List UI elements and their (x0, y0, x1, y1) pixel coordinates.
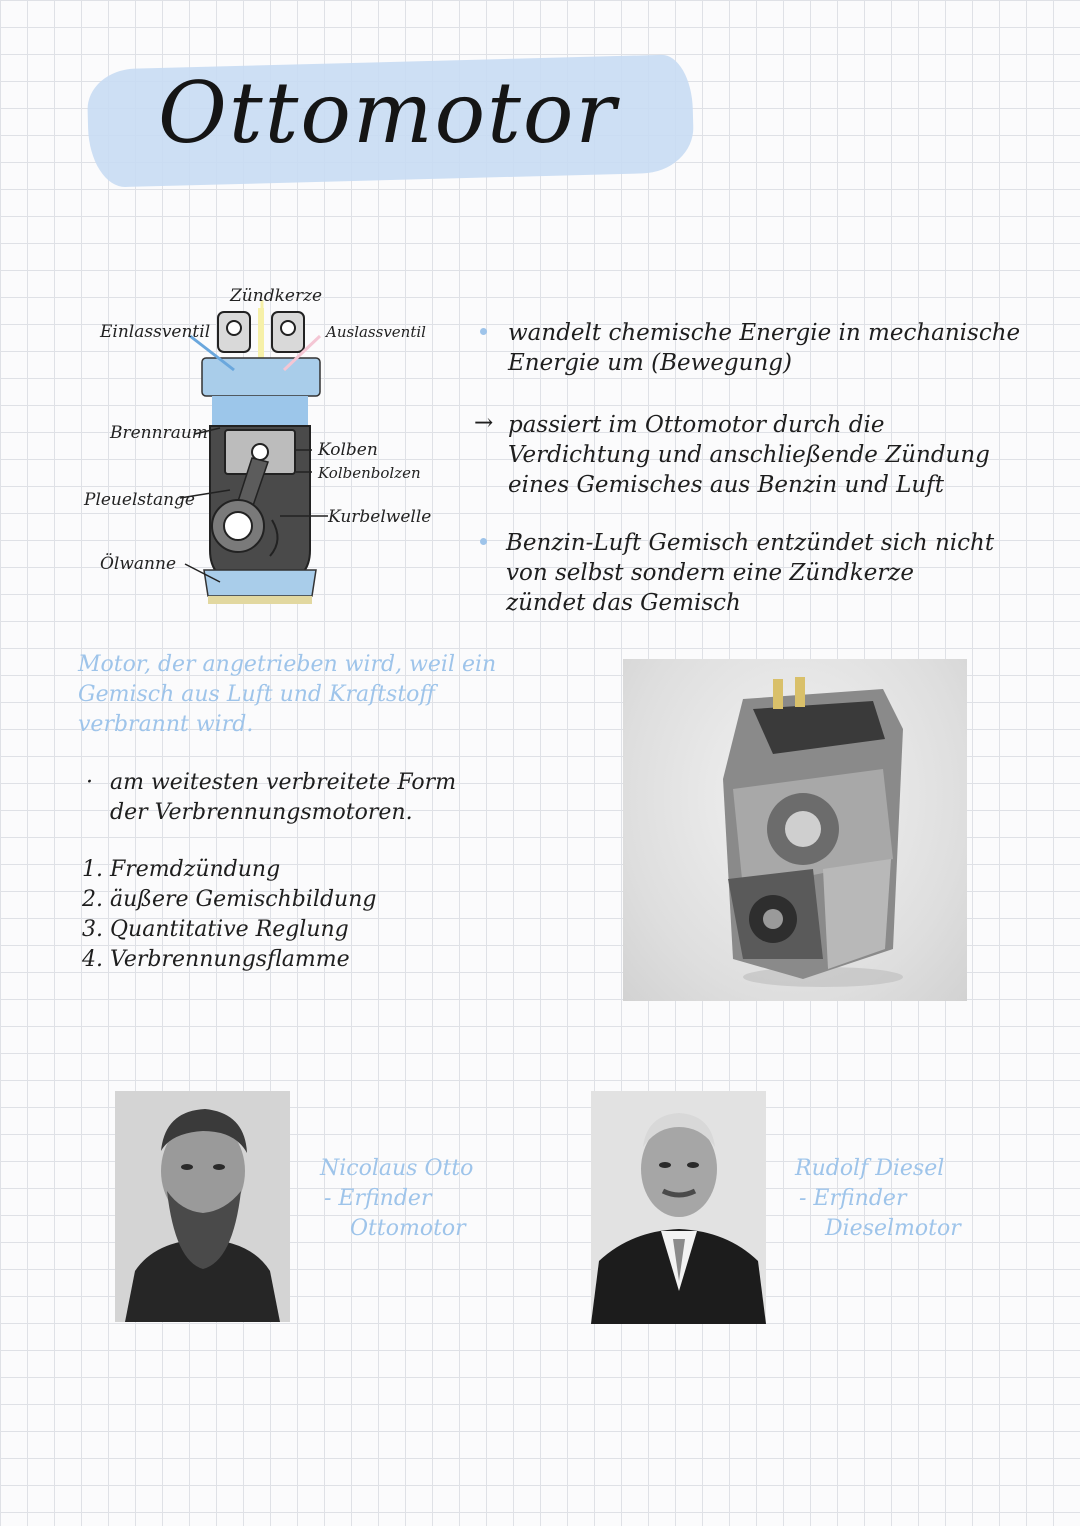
portrait-rudolf-diesel (591, 1091, 766, 1324)
characteristics-list (82, 855, 376, 975)
list-number: 1. (82, 857, 103, 882)
list-text: Fremdzündung (110, 857, 281, 882)
note-spark-ignition: Benzin-Luft Gemisch entzündet sich nicht von selbst sondern eine Zündkerze zündet das Gemisch (506, 530, 995, 616)
list-text: äußere Gemischbildung (110, 887, 377, 912)
list-number: 3. (82, 917, 103, 942)
person-invention: Dieselmotor (825, 1216, 961, 1241)
note-energy-conversion: wandelt chemische Energie in mechanische Energie um (Bewegung) (508, 320, 1021, 376)
person-name: Nicolaus Otto (320, 1156, 474, 1181)
list-item (82, 945, 376, 975)
portrait-illustration (591, 1091, 766, 1324)
fact-marker: · (86, 770, 93, 795)
definition-text: Motor, der angetrieben wird, weil ein Gemisch aus Luft und Kraftstoff verbrannt wird. (78, 652, 497, 737)
caption-diesel (795, 1154, 961, 1244)
label-piston: Kolben (318, 440, 378, 460)
note-compression-ignition: passiert im Ottomotor durch die Verdichtung und anschließende Zündung eines Gemisches aus Benzin und Luft (508, 412, 990, 498)
arrow-icon: → (474, 410, 494, 436)
label-piston-pin: Kolbenbolzen (318, 464, 421, 482)
list-number: 4. (82, 947, 103, 972)
person-role: - Erfinder (324, 1186, 432, 1211)
bullet-point-1 (480, 328, 487, 335)
person-invention: Ottomotor (350, 1216, 466, 1241)
label-combustion-chamber: Brennraum (110, 423, 208, 443)
label-intake-valve: Einlassventil (100, 322, 211, 342)
person-role: - Erfinder (799, 1186, 907, 1211)
list-item (82, 855, 376, 885)
list-text: Verbrennungsflamme (110, 947, 350, 972)
label-oil-pan: Ölwanne (100, 554, 177, 574)
caption-otto (320, 1154, 473, 1244)
label-spark-plug: Zündkerze (230, 286, 323, 306)
label-exhaust-valve: Auslassventil (326, 323, 426, 341)
bullet-point-2 (480, 538, 487, 545)
fact-text: am weitesten verbreitete Form der Verbrennungsmotoren. (110, 770, 457, 825)
engine-illustration (623, 659, 967, 1001)
label-connecting-rod: Pleuelstange (84, 490, 195, 510)
list-item (82, 885, 376, 915)
list-text: Quantitative Reglung (110, 917, 349, 942)
portrait-illustration (115, 1091, 290, 1322)
portrait-nicolaus-otto (115, 1091, 290, 1322)
list-item (82, 915, 376, 945)
list-number: 2. (82, 887, 103, 912)
engine-photo (623, 659, 967, 1001)
page-title: Ottomotor (158, 64, 618, 162)
label-crankshaft: Kurbelwelle (328, 507, 432, 527)
person-name: Rudolf Diesel (795, 1156, 945, 1181)
